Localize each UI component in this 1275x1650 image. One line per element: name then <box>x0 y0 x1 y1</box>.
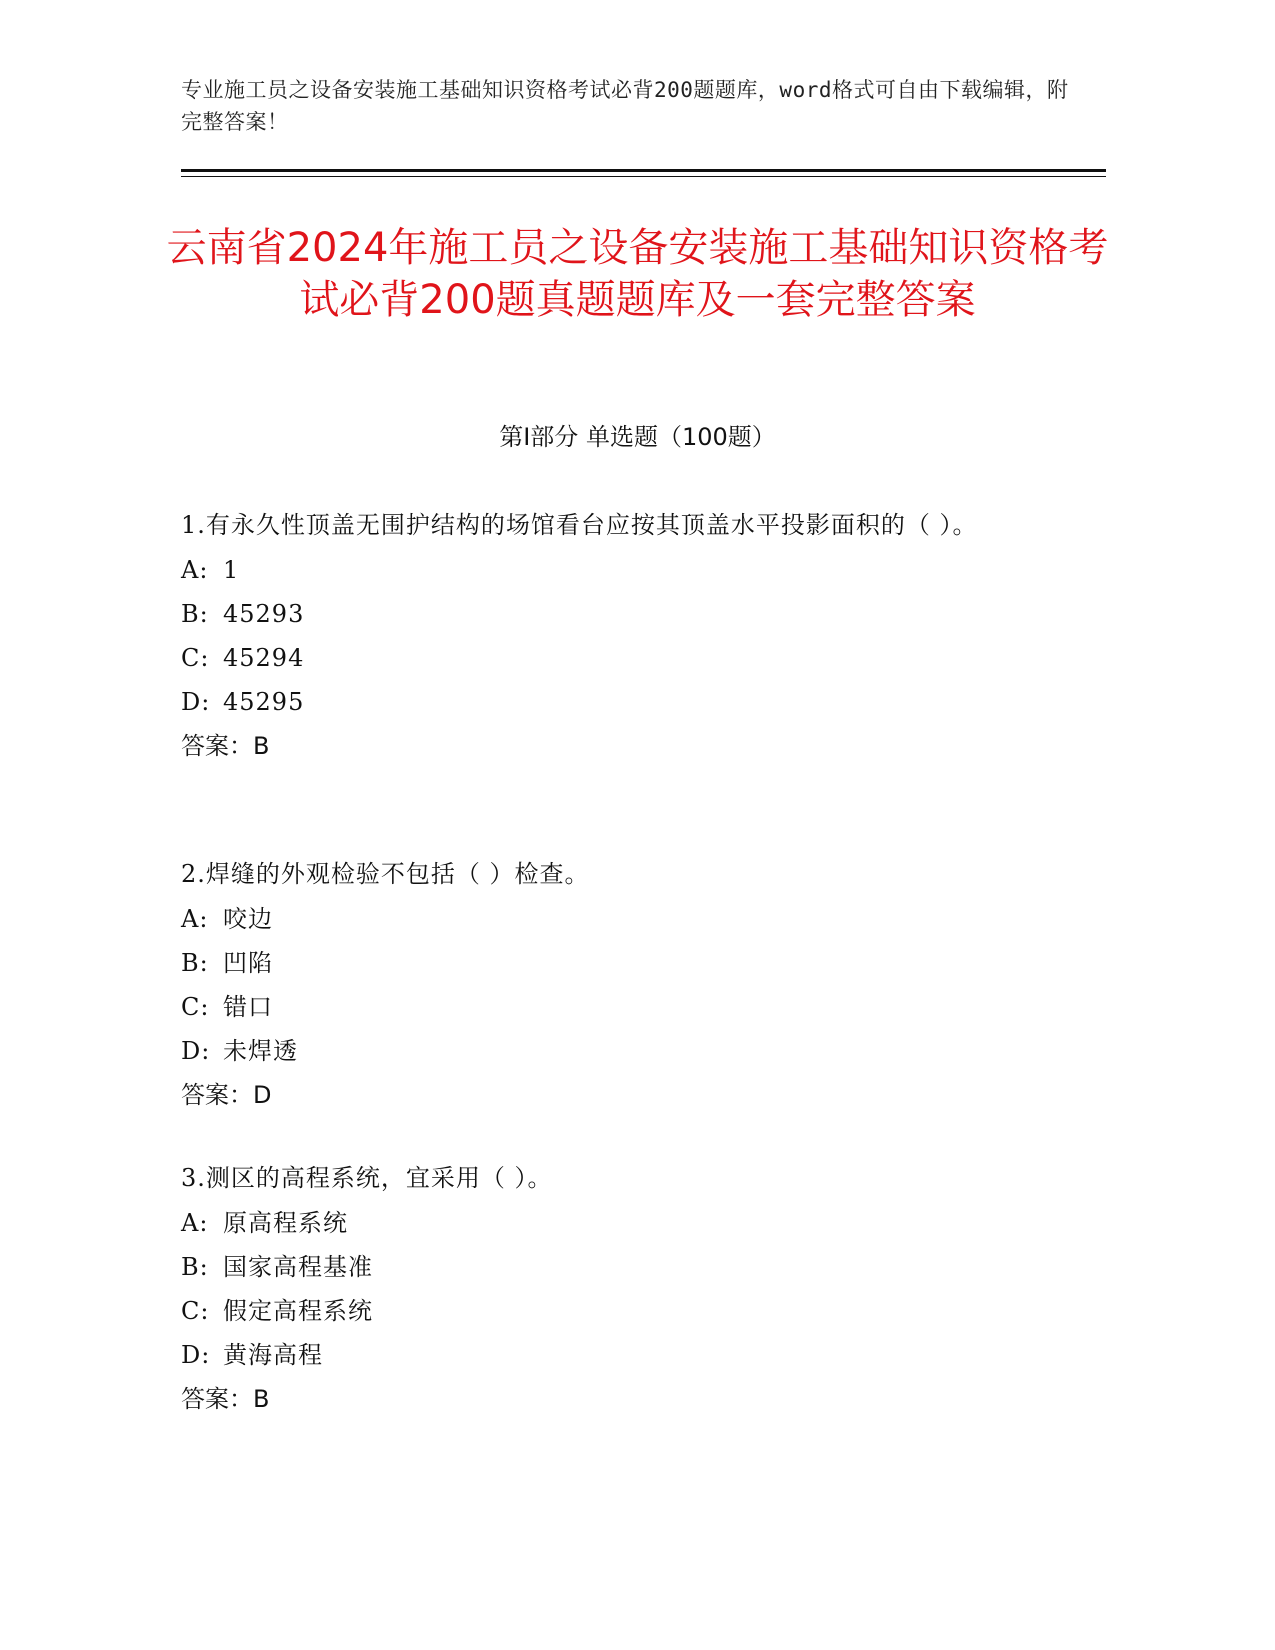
option-letter: D: <box>181 688 211 716</box>
option-text: 国家高程基准 <box>223 1253 373 1281</box>
option-letter: A: <box>181 1209 209 1237</box>
option-text: 45293 <box>223 600 305 628</box>
option-letter: C: <box>181 644 210 672</box>
question-1 <box>181 503 1031 768</box>
option-text: 45294 <box>223 644 305 672</box>
question-stem: 2.焊缝的外观检验不包括（ ）检查。 <box>181 860 590 888</box>
option-letter: B: <box>181 600 209 628</box>
option-letter: B: <box>181 949 209 977</box>
option-letter: C: <box>181 993 210 1021</box>
question-stem: 1.有永久性顶盖无围护结构的场馆看台应按其顶盖水平投影面积的（ ）。 <box>181 511 978 539</box>
option-d <box>181 1333 1031 1377</box>
answer: 答案：D <box>181 1081 272 1109</box>
option-text: 45295 <box>223 688 305 716</box>
option-b <box>181 941 1031 985</box>
option-text: 黄海高程 <box>223 1341 323 1369</box>
option-letter: D: <box>181 1037 211 1065</box>
option-a <box>181 1201 1031 1245</box>
option-text: 未焊透 <box>223 1037 298 1065</box>
option-c <box>181 985 1031 1029</box>
option-c <box>181 636 1031 680</box>
option-letter: A: <box>181 556 209 584</box>
option-letter: B: <box>181 1253 209 1281</box>
option-text: 错口 <box>223 993 273 1021</box>
option-text: 原高程系统 <box>223 1209 348 1237</box>
option-letter: C: <box>181 1297 210 1325</box>
option-text: 假定高程系统 <box>223 1297 373 1325</box>
option-a <box>181 897 1031 941</box>
question-stem: 3.测区的高程系统，宜采用（ ）。 <box>181 1164 553 1192</box>
header-divider-thick <box>181 169 1106 172</box>
answer: 答案：B <box>181 1385 270 1413</box>
option-text: 凹陷 <box>223 949 273 977</box>
option-text: 1 <box>223 556 240 584</box>
header-divider-thin <box>181 176 1106 177</box>
question-2 <box>181 852 1031 1117</box>
answer: 答案：B <box>181 732 270 760</box>
header-note: 专业施工员之设备安装施工基础知识资格考试必背200题题库，word格式可自由下载编辑，附完整答案！ <box>181 78 1069 134</box>
option-b <box>181 592 1031 636</box>
option-d <box>181 680 1031 724</box>
document-title: 云南省2024年施工员之设备安装施工基础知识资格考试必背200题真题题库及一套完整答案 <box>166 225 1109 323</box>
section-title: 第Ⅰ部分 单选题（100题） <box>499 423 776 451</box>
option-c <box>181 1289 1031 1333</box>
option-d <box>181 1029 1031 1073</box>
option-a <box>181 548 1031 592</box>
option-text: 咬边 <box>223 905 273 933</box>
question-3 <box>181 1156 1031 1421</box>
option-letter: A: <box>181 905 209 933</box>
option-b <box>181 1245 1031 1289</box>
option-letter: D: <box>181 1341 211 1369</box>
